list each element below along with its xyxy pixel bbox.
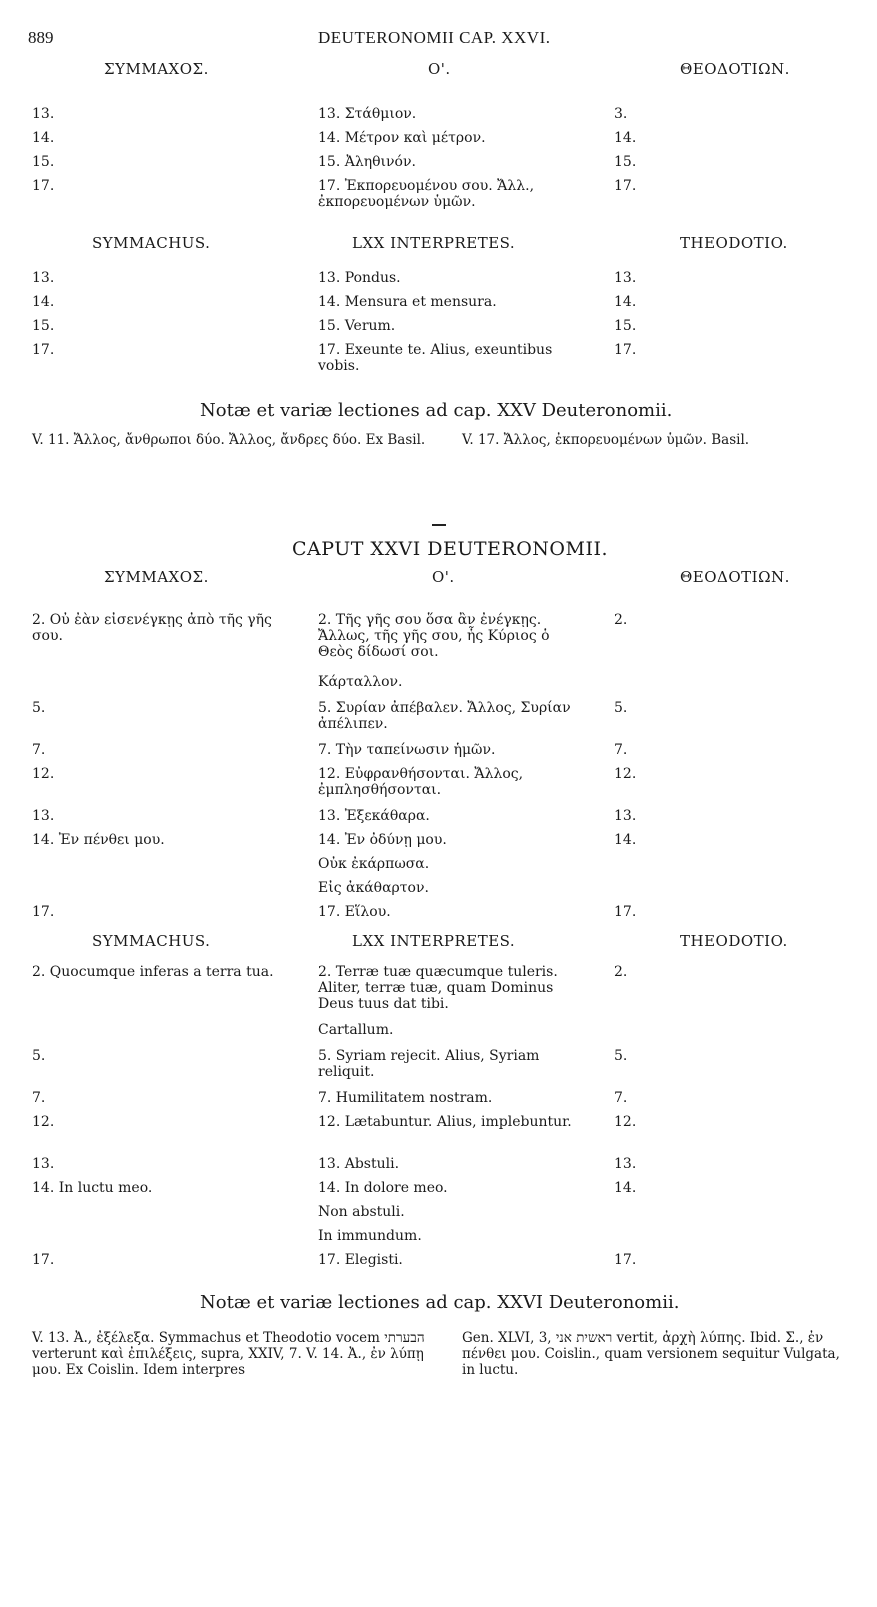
lxx-cell: 13. Abstuli. — [318, 1156, 400, 1172]
section-divider — [432, 524, 446, 526]
column-head-theodotion-greek: ΘΕΟΔΟΤΙΩΝ. — [680, 60, 790, 78]
notes-title: Notæ et variæ lectiones ad cap. XXVI Deuteronomii. — [200, 1292, 680, 1313]
theodotion-cell: 15. — [614, 318, 637, 334]
lxx-cell: 12. Lætabuntur. Alius, implebuntur. — [318, 1114, 572, 1130]
symmachus-cell: 7. — [32, 742, 46, 758]
theodotion-cell: 2. — [614, 612, 628, 628]
theodotion-cell: 13. — [614, 1156, 637, 1172]
theodotion-cell: 14. — [614, 1180, 637, 1196]
symmachus-cell: 12. — [32, 1114, 55, 1130]
lxx-cell: 7. Humilitatem nostram. — [318, 1090, 493, 1106]
symmachus-cell: 12. — [32, 766, 55, 782]
note-left: V. 11. Ἄλλος, ἄνθρωποι δύο. Ἄλλος, ἄνδρες δύο. Ex Basil. — [32, 432, 426, 448]
lxx-cell: Οὐκ ἐκάρπωσα. — [318, 856, 430, 872]
column-head-symmachus-greek: ΣΥΜΜΑΧΟΣ. — [104, 60, 209, 78]
column-head-lxx-greek: Ο'. — [428, 60, 451, 78]
column-head-lxx-latin: LXX INTERPRETES. — [352, 932, 516, 950]
lxx-cell: 13. Ἐξεκάθαρα. — [318, 808, 430, 824]
column-head-lxx-greek: Ο'. — [432, 568, 455, 586]
column-head-symmachus-greek: ΣΥΜΜΑΧΟΣ. — [104, 568, 209, 586]
lxx-cell: Εἰς ἀκάθαρτον. — [318, 880, 429, 896]
symmachus-cell: 14. — [32, 294, 55, 310]
lxx-cell: Κάρταλλον. — [318, 674, 403, 690]
symmachus-cell: 7. — [32, 1090, 46, 1106]
page-number: 889 — [28, 28, 54, 47]
running-title: DEUTERONOMII CAP. XXVI. — [318, 28, 551, 47]
column-head-lxx-latin: LXX INTERPRETES. — [352, 234, 516, 252]
lxx-cell: 15. Ἀληθινόν. — [318, 154, 416, 170]
lxx-cell: 14. Ἐν ὀδύνῃ μου. — [318, 832, 447, 848]
column-head-symmachus-latin: SYMMACHUS. — [92, 234, 211, 252]
theodotion-cell: 12. — [614, 766, 637, 782]
chapter-title: CAPUT XXVI DEUTERONOMII. — [292, 538, 608, 560]
lxx-cell: 17. Ἐκπορευομένου σου. Ἄλλ., ἐκπορευομένων ὑμῶν. — [318, 178, 535, 210]
theodotion-cell: 17. — [614, 178, 637, 194]
theodotion-cell: 12. — [614, 1114, 637, 1130]
lxx-cell: 14. Mensura et mensura. — [318, 294, 497, 310]
theodotion-cell: 13. — [614, 270, 637, 286]
theodotion-cell: 7. — [614, 1090, 628, 1106]
lxx-cell: 7. Τὴν ταπείνωσιν ἡμῶν. — [318, 742, 496, 758]
symmachus-cell: 2. Οὐ ἐὰν εἰσενέγκῃς ἀπὸ τῆς γῆς σου. — [32, 612, 272, 644]
symmachus-cell: 17. — [32, 1252, 55, 1268]
lxx-cell: 17. Εἵλου. — [318, 904, 391, 920]
lxx-cell: 2. Τῆς γῆς σου ὅσα ἂν ἐνέγκῃς. Ἄλλως, τῆς γῆς σου, ἧς Κύριος ὁ Θεὸς δίδωσί σοι. — [318, 612, 550, 660]
note-right: Gen. XLVI, 3, ראשית אני vertit, ἀρχὴ λύπης. Ibid. Σ., ἐν πένθει μου. Coislin., quam versionem sequitur Vulgata, in luctu. — [462, 1330, 840, 1378]
symmachus-cell: 5. — [32, 1048, 46, 1064]
symmachus-cell: 15. — [32, 318, 55, 334]
note-left: V. 13. Ἀ., ἐξέλεξα. Symmachus et Theodotio vocem הבערתי verterunt καὶ ἐπιλέξεις, supra, XXIV, 7. V. 14. Ἀ., ἐν λύπῃ μου. Ex Coislin. Idem interpres — [32, 1330, 425, 1378]
theodotion-cell: 7. — [614, 742, 628, 758]
lxx-cell: 17. Elegisti. — [318, 1252, 403, 1268]
theodotion-cell: 14. — [614, 294, 637, 310]
lxx-cell: 2. Terræ tuæ quæcumque tuleris. Aliter, terræ tuæ, quam Dominus Deus tuus dat tibi. — [318, 964, 558, 1012]
symmachus-cell: 13. — [32, 106, 55, 122]
symmachus-cell: 14. Ἐν πένθει μου. — [32, 832, 165, 848]
symmachus-cell: 13. — [32, 808, 55, 824]
theodotion-cell: 13. — [614, 808, 637, 824]
theodotion-cell: 3. — [614, 106, 628, 122]
theodotion-cell: 14. — [614, 832, 637, 848]
theodotion-cell: 17. — [614, 342, 637, 358]
symmachus-cell: 2. Quocumque inferas a terra tua. — [32, 964, 274, 980]
symmachus-cell: 15. — [32, 154, 55, 170]
theodotion-cell: 14. — [614, 130, 637, 146]
note-right: V. 17. Ἄλλος, ἐκπορευομένων ὑμῶν. Basil. — [462, 432, 750, 448]
symmachus-cell: 13. — [32, 1156, 55, 1172]
theodotion-cell: 5. — [614, 700, 628, 716]
column-head-theodotio-latin: THEODOTIO. — [680, 234, 788, 252]
symmachus-cell: 5. — [32, 700, 46, 716]
lxx-cell: 13. Στάθμιον. — [318, 106, 417, 122]
theodotion-cell: 2. — [614, 964, 628, 980]
lxx-cell: 15. Verum. — [318, 318, 396, 334]
symmachus-cell: 13. — [32, 270, 55, 286]
lxx-cell: In immundum. — [318, 1228, 422, 1244]
theodotion-cell: 5. — [614, 1048, 628, 1064]
notes-title: Notæ et variæ lectiones ad cap. XXV Deuteronomii. — [200, 400, 673, 421]
theodotion-cell: 17. — [614, 904, 637, 920]
theodotion-cell: 15. — [614, 154, 637, 170]
lxx-cell: 5. Συρίαν ἀπέβαλεν. Ἄλλος, Συρίαν ἀπέλιπεν. — [318, 700, 571, 732]
symmachus-cell: 14. In luctu meo. — [32, 1180, 153, 1196]
lxx-cell: 14. In dolore meo. — [318, 1180, 448, 1196]
lxx-cell: 14. Μέτρον καὶ μέτρον. — [318, 130, 486, 146]
theodotion-cell: 17. — [614, 1252, 637, 1268]
symmachus-cell: 17. — [32, 342, 55, 358]
symmachus-cell: 17. — [32, 904, 55, 920]
column-head-theodotio-latin: THEODOTIO. — [680, 932, 788, 950]
symmachus-cell: 17. — [32, 178, 55, 194]
column-head-theodotion-greek: ΘΕΟΔΟΤΙΩΝ. — [680, 568, 790, 586]
lxx-cell: 13. Pondus. — [318, 270, 401, 286]
lxx-cell: 17. Exeunte te. Alius, exeuntibus vobis. — [318, 342, 553, 374]
lxx-cell: 5. Syriam rejecit. Alius, Syriam reliquit. — [318, 1048, 540, 1080]
lxx-cell: 12. Εὐφρανθήσονται. Ἄλλος, ἐμπλησθήσονται. — [318, 766, 524, 798]
column-head-symmachus-latin: SYMMACHUS. — [92, 932, 211, 950]
symmachus-cell: 14. — [32, 130, 55, 146]
lxx-cell: Cartallum. — [318, 1022, 394, 1038]
lxx-cell: Non abstuli. — [318, 1204, 405, 1220]
